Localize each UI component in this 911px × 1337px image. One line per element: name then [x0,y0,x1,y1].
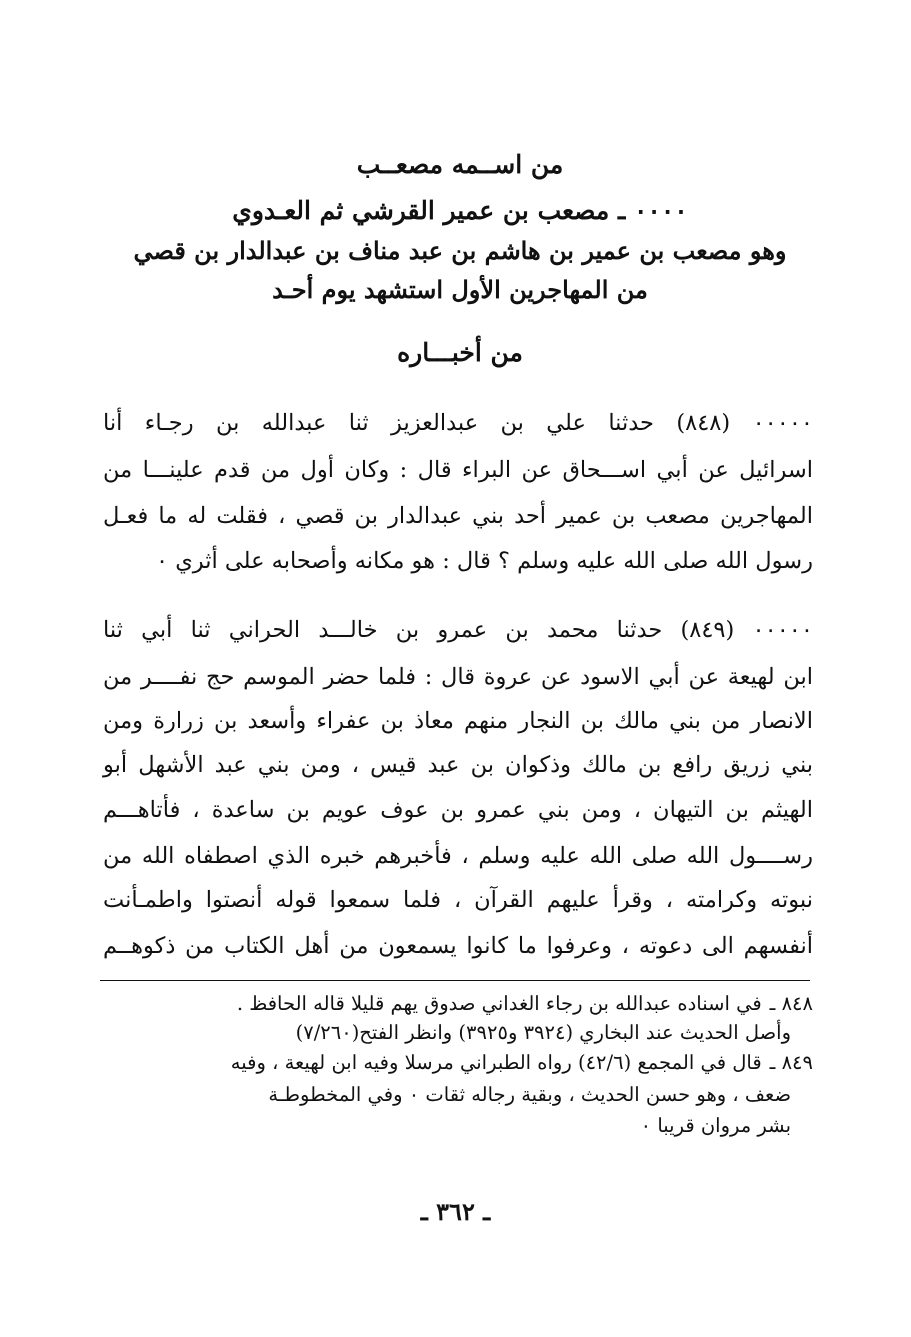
martyrdom-line: من المهاجرين الأول استشهد يوم أحـد [272,275,648,304]
footnote-848-continuation: وأصل الحديث عند البخاري (٣٩٢٤ و٣٩٢٥) وانظر الفتح(٧/٢٦٠) [295,1021,791,1044]
footnote-divider [100,980,810,981]
footnote-849-continuation: بشر مروان قريبا ٠ [640,1114,791,1137]
footnote-text: قال في المجمع (٤٢/٦) رواه الطبراني مرسلا وفيه ابن لهيعة ، وفيه [230,1051,762,1074]
hadith-849-line: أنفسهم الى دعوته ، وعرفوا ما كانوا يسمعون من أهل الكتاب من ذكوهــم [103,933,813,959]
hadith-848-line: المهاجرين مصعب بن عمير أحد بني عبدالدار بن قصي ، فقلت له ما فعـل [103,503,813,529]
subsection-title: من أخبـــاره [397,338,523,367]
lineage-line: وهو مصعب بن عمير بن هاشم بن عبد مناف بن عبدالدار بن قصي [133,236,787,265]
hadith-849-line: الهيثم بن التيهان ، ومن بني عمرو بن عوف عويم بن ساعدة ، فأتاهـــم [103,797,813,823]
footnote-849-continuation: ضعف ، وهو حسن الحديث ، وبقية رجاله ثقات ٠ وفي المخطوطـة [268,1083,791,1106]
footnote-number: ٨٤٨ ـ [769,992,813,1015]
footnote-number: ٨٤٩ ـ [769,1051,813,1074]
hadith-849-line: ۰۰۰۰۰ (٨٤٩) حدثنا محمد بن عمرو بن خالـــد الحراني ثنا أبي ثنا [103,617,813,643]
footnote-848 [83,992,813,1015]
footnote-text: في اسناده عبدالله بن رجاء الغداني صدوق يهم قليلا قاله الحافظ . [236,992,762,1015]
hadith-848-line: رسول الله صلى الله عليه وسلم ؟ قال : هو مكانه وأصحابه على أثري ٠ [155,548,813,574]
hadith-849-line: بني زريق رافع بن مالك وذكوان بن عبد قيس ، ومن بني عبد الأشهل أبو [103,752,813,778]
section-title: من اســمه مصعــب [356,150,564,179]
hadith-848-line: ۰۰۰۰۰ (٨٤٨) حدثنا علي بن عبدالعزيز ثنا عبدالله بن رجـاء أنا [103,410,813,436]
hadith-849-line: الانصار من بني مالك بن النجار منهم معاذ بن عفراء وأسعد بن زرارة ومن [103,708,813,734]
hadith-849-line: ابن لهيعة عن أبي الاسود عن عروة قال : فلما حضر الموسم حج نفــــر من [103,664,813,690]
hadith-849-line: رســــول الله صلى الله عليه وسلم ، فأخبرهم خبره الذي اصطفاه الله من [103,843,813,869]
footnote-849 [83,1051,813,1074]
entry-title: ۰۰۰۰ ـ مصعب بن عمير القرشي ثم العـدوي [232,196,688,225]
page-number: ـ ٣٦٢ ـ [420,1197,491,1226]
hadith-849-line: نبوته وكرامته ، وقرأ عليهم القرآن ، فلما سمعوا قوله أنصتوا واطمـأنت [103,887,813,913]
hadith-848-line: اسرائيل عن أبي اســـحاق عن البراء قال : وكان أول من قدم علينـــا من [103,457,813,483]
